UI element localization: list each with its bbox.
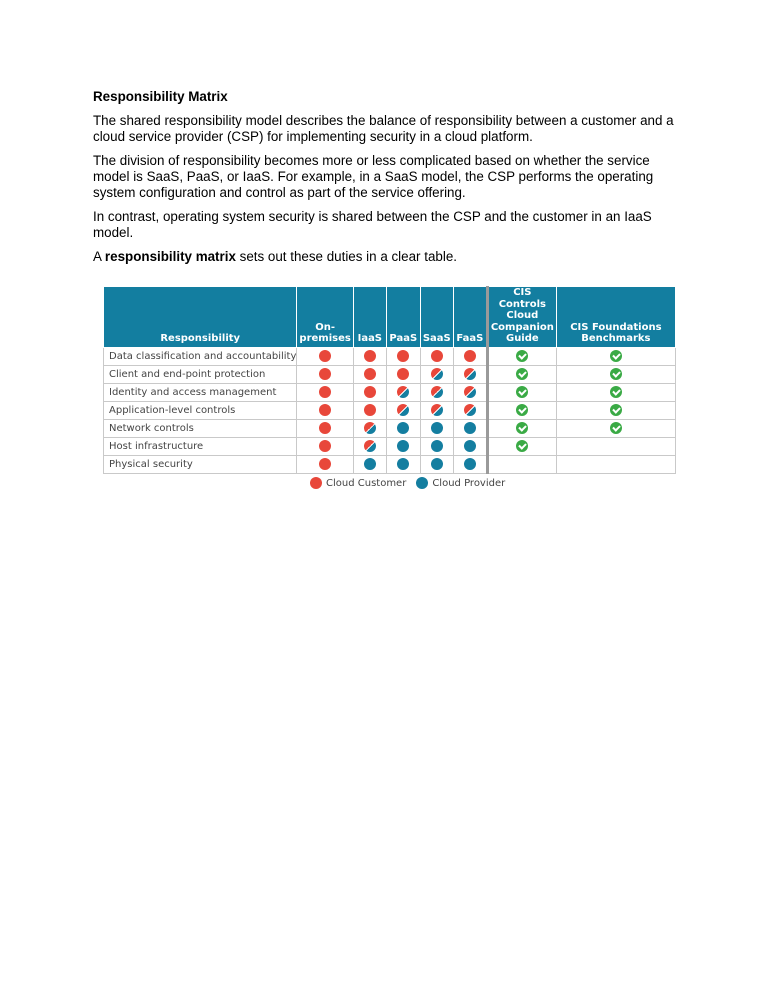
responsibility-label: Host infrastructure <box>104 437 297 455</box>
column-header: On- premises <box>297 287 353 348</box>
responsibility-label: Application-level controls <box>104 401 297 419</box>
bold-term: responsibility matrix <box>104 249 236 264</box>
cloud-provider-dot-icon <box>464 458 476 470</box>
check-icon <box>516 404 528 416</box>
responsibility-label: Physical security <box>104 455 297 473</box>
matrix-cell <box>420 437 453 455</box>
check-icon <box>516 440 528 452</box>
cloud-provider-dot-icon <box>397 422 409 434</box>
provider-dot-icon <box>416 477 428 489</box>
cloud-customer-dot-icon <box>364 404 376 416</box>
matrix-cell <box>556 365 675 383</box>
cloud-customer-dot-icon <box>319 440 331 452</box>
paragraph: In contrast, operating system security is shared between the CSP and the customer in an IaaS model. <box>93 209 652 240</box>
matrix-cell <box>297 383 353 401</box>
cloud-customer-dot-icon <box>319 458 331 470</box>
check-icon <box>610 404 622 416</box>
text-run: sets out these duties in a clear table. <box>235 249 457 264</box>
header-row <box>104 287 676 348</box>
check-icon <box>610 422 622 434</box>
matrix-cell <box>297 455 353 473</box>
matrix-cell <box>297 437 353 455</box>
cloud-customer-dot-icon <box>319 350 331 362</box>
matrix-cell <box>297 347 353 365</box>
check-icon <box>516 350 528 362</box>
matrix-cell <box>386 347 420 365</box>
matrix-cell <box>297 401 353 419</box>
cloud-customer-dot-icon <box>464 350 476 362</box>
check-icon <box>610 350 622 362</box>
table-row <box>104 383 676 401</box>
responsibility-label: Network controls <box>104 419 297 437</box>
cloud-customer-dot-icon <box>364 368 376 380</box>
matrix-cell <box>453 347 487 365</box>
matrix-cell <box>487 347 556 365</box>
matrix-cell <box>453 455 487 473</box>
paragraph: The division of responsibility becomes more or less complicated based on whether the service model is SaaS, PaaS, or IaaS. For example, in a SaaS model, the CSP performs the operating system configuration and control as part of the service offering. <box>93 153 654 200</box>
column-header: IaaS <box>353 287 386 348</box>
column-header: Responsibility <box>104 287 297 348</box>
table-row <box>104 365 676 383</box>
cloud-provider-dot-icon <box>431 440 443 452</box>
shared-responsibility-dot-icon <box>364 422 376 434</box>
cloud-provider-dot-icon <box>431 458 443 470</box>
matrix-cell <box>353 437 386 455</box>
paragraph <box>93 249 683 265</box>
cloud-provider-dot-icon <box>431 422 443 434</box>
matrix-cell <box>386 401 420 419</box>
matrix-cell <box>556 401 675 419</box>
matrix-cell <box>297 365 353 383</box>
responsibility-matrix-table <box>103 286 676 474</box>
text-run: A <box>93 249 105 264</box>
cloud-customer-dot-icon <box>319 386 331 398</box>
cloud-customer-dot-icon <box>397 368 409 380</box>
paragraph: The shared responsibility model describes the balance of responsibility between a customer and a cloud service provider (CSP) for implementing security in a cloud platform. <box>93 113 674 144</box>
matrix-cell <box>386 419 420 437</box>
cloud-customer-dot-icon <box>364 350 376 362</box>
column-header: CIS Foundations Benchmarks <box>556 287 675 348</box>
matrix-cell <box>353 455 386 473</box>
table-row <box>104 401 676 419</box>
check-icon <box>516 422 528 434</box>
table-row <box>104 437 676 455</box>
cloud-customer-dot-icon <box>364 386 376 398</box>
matrix-cell <box>487 383 556 401</box>
shared-responsibility-dot-icon <box>464 368 476 380</box>
cloud-customer-dot-icon <box>319 368 331 380</box>
matrix-cell <box>453 419 487 437</box>
matrix-cell <box>297 419 353 437</box>
shared-responsibility-dot-icon <box>431 368 443 380</box>
matrix-cell <box>420 401 453 419</box>
check-icon <box>516 386 528 398</box>
cloud-provider-dot-icon <box>364 458 376 470</box>
matrix-cell <box>420 347 453 365</box>
cloud-customer-dot-icon <box>431 350 443 362</box>
matrix-cell <box>556 419 675 437</box>
cloud-customer-dot-icon <box>319 404 331 416</box>
matrix-cell <box>420 419 453 437</box>
legend-label: Cloud Customer <box>326 477 407 489</box>
matrix-cell <box>556 455 675 473</box>
responsibility-label: Identity and access management <box>104 383 297 401</box>
cloud-provider-dot-icon <box>464 422 476 434</box>
matrix-cell <box>453 437 487 455</box>
matrix-cell <box>420 455 453 473</box>
matrix-cell <box>353 419 386 437</box>
check-icon <box>516 368 528 380</box>
matrix-cell <box>386 437 420 455</box>
legend-customer <box>310 477 406 489</box>
customer-dot-icon <box>310 477 322 489</box>
check-icon <box>610 368 622 380</box>
matrix-cell <box>487 365 556 383</box>
matrix-cell <box>353 365 386 383</box>
matrix-cell <box>386 383 420 401</box>
matrix-cell <box>556 383 675 401</box>
matrix-cell <box>453 383 487 401</box>
section-title: Responsibility Matrix <box>93 89 228 104</box>
shared-responsibility-dot-icon <box>397 386 409 398</box>
matrix-cell <box>386 365 420 383</box>
matrix-cell <box>487 455 556 473</box>
matrix-cell <box>353 347 386 365</box>
matrix-cell <box>453 365 487 383</box>
shared-responsibility-dot-icon <box>431 404 443 416</box>
cloud-customer-dot-icon <box>319 422 331 434</box>
matrix-cell <box>487 401 556 419</box>
shared-responsibility-dot-icon <box>431 386 443 398</box>
matrix-cell <box>487 419 556 437</box>
column-header: PaaS <box>386 287 420 348</box>
legend <box>310 477 515 489</box>
document-text <box>93 89 683 273</box>
matrix-cell <box>386 455 420 473</box>
column-header: FaaS <box>453 287 487 348</box>
matrix-cell <box>420 365 453 383</box>
check-icon <box>610 386 622 398</box>
column-header: SaaS <box>420 287 453 348</box>
legend-label: Cloud Provider <box>432 477 506 489</box>
matrix-cell <box>453 401 487 419</box>
shared-responsibility-dot-icon <box>464 386 476 398</box>
shared-responsibility-dot-icon <box>397 404 409 416</box>
table-row <box>104 347 676 365</box>
cloud-customer-dot-icon <box>397 350 409 362</box>
shared-responsibility-dot-icon <box>464 404 476 416</box>
cloud-provider-dot-icon <box>464 440 476 452</box>
matrix-cell <box>487 437 556 455</box>
matrix-cell <box>353 401 386 419</box>
table-row <box>104 455 676 473</box>
shared-responsibility-dot-icon <box>364 440 376 452</box>
table-row <box>104 419 676 437</box>
responsibility-label: Data classification and accountability <box>104 347 297 365</box>
cloud-provider-dot-icon <box>397 440 409 452</box>
cloud-provider-dot-icon <box>397 458 409 470</box>
matrix-cell <box>353 383 386 401</box>
column-header: CIS Controls Cloud Companion Guide <box>487 287 556 348</box>
matrix-cell <box>556 347 675 365</box>
responsibility-label: Client and end-point protection <box>104 365 297 383</box>
matrix-cell <box>556 437 675 455</box>
matrix-cell <box>420 383 453 401</box>
legend-provider <box>416 477 505 489</box>
